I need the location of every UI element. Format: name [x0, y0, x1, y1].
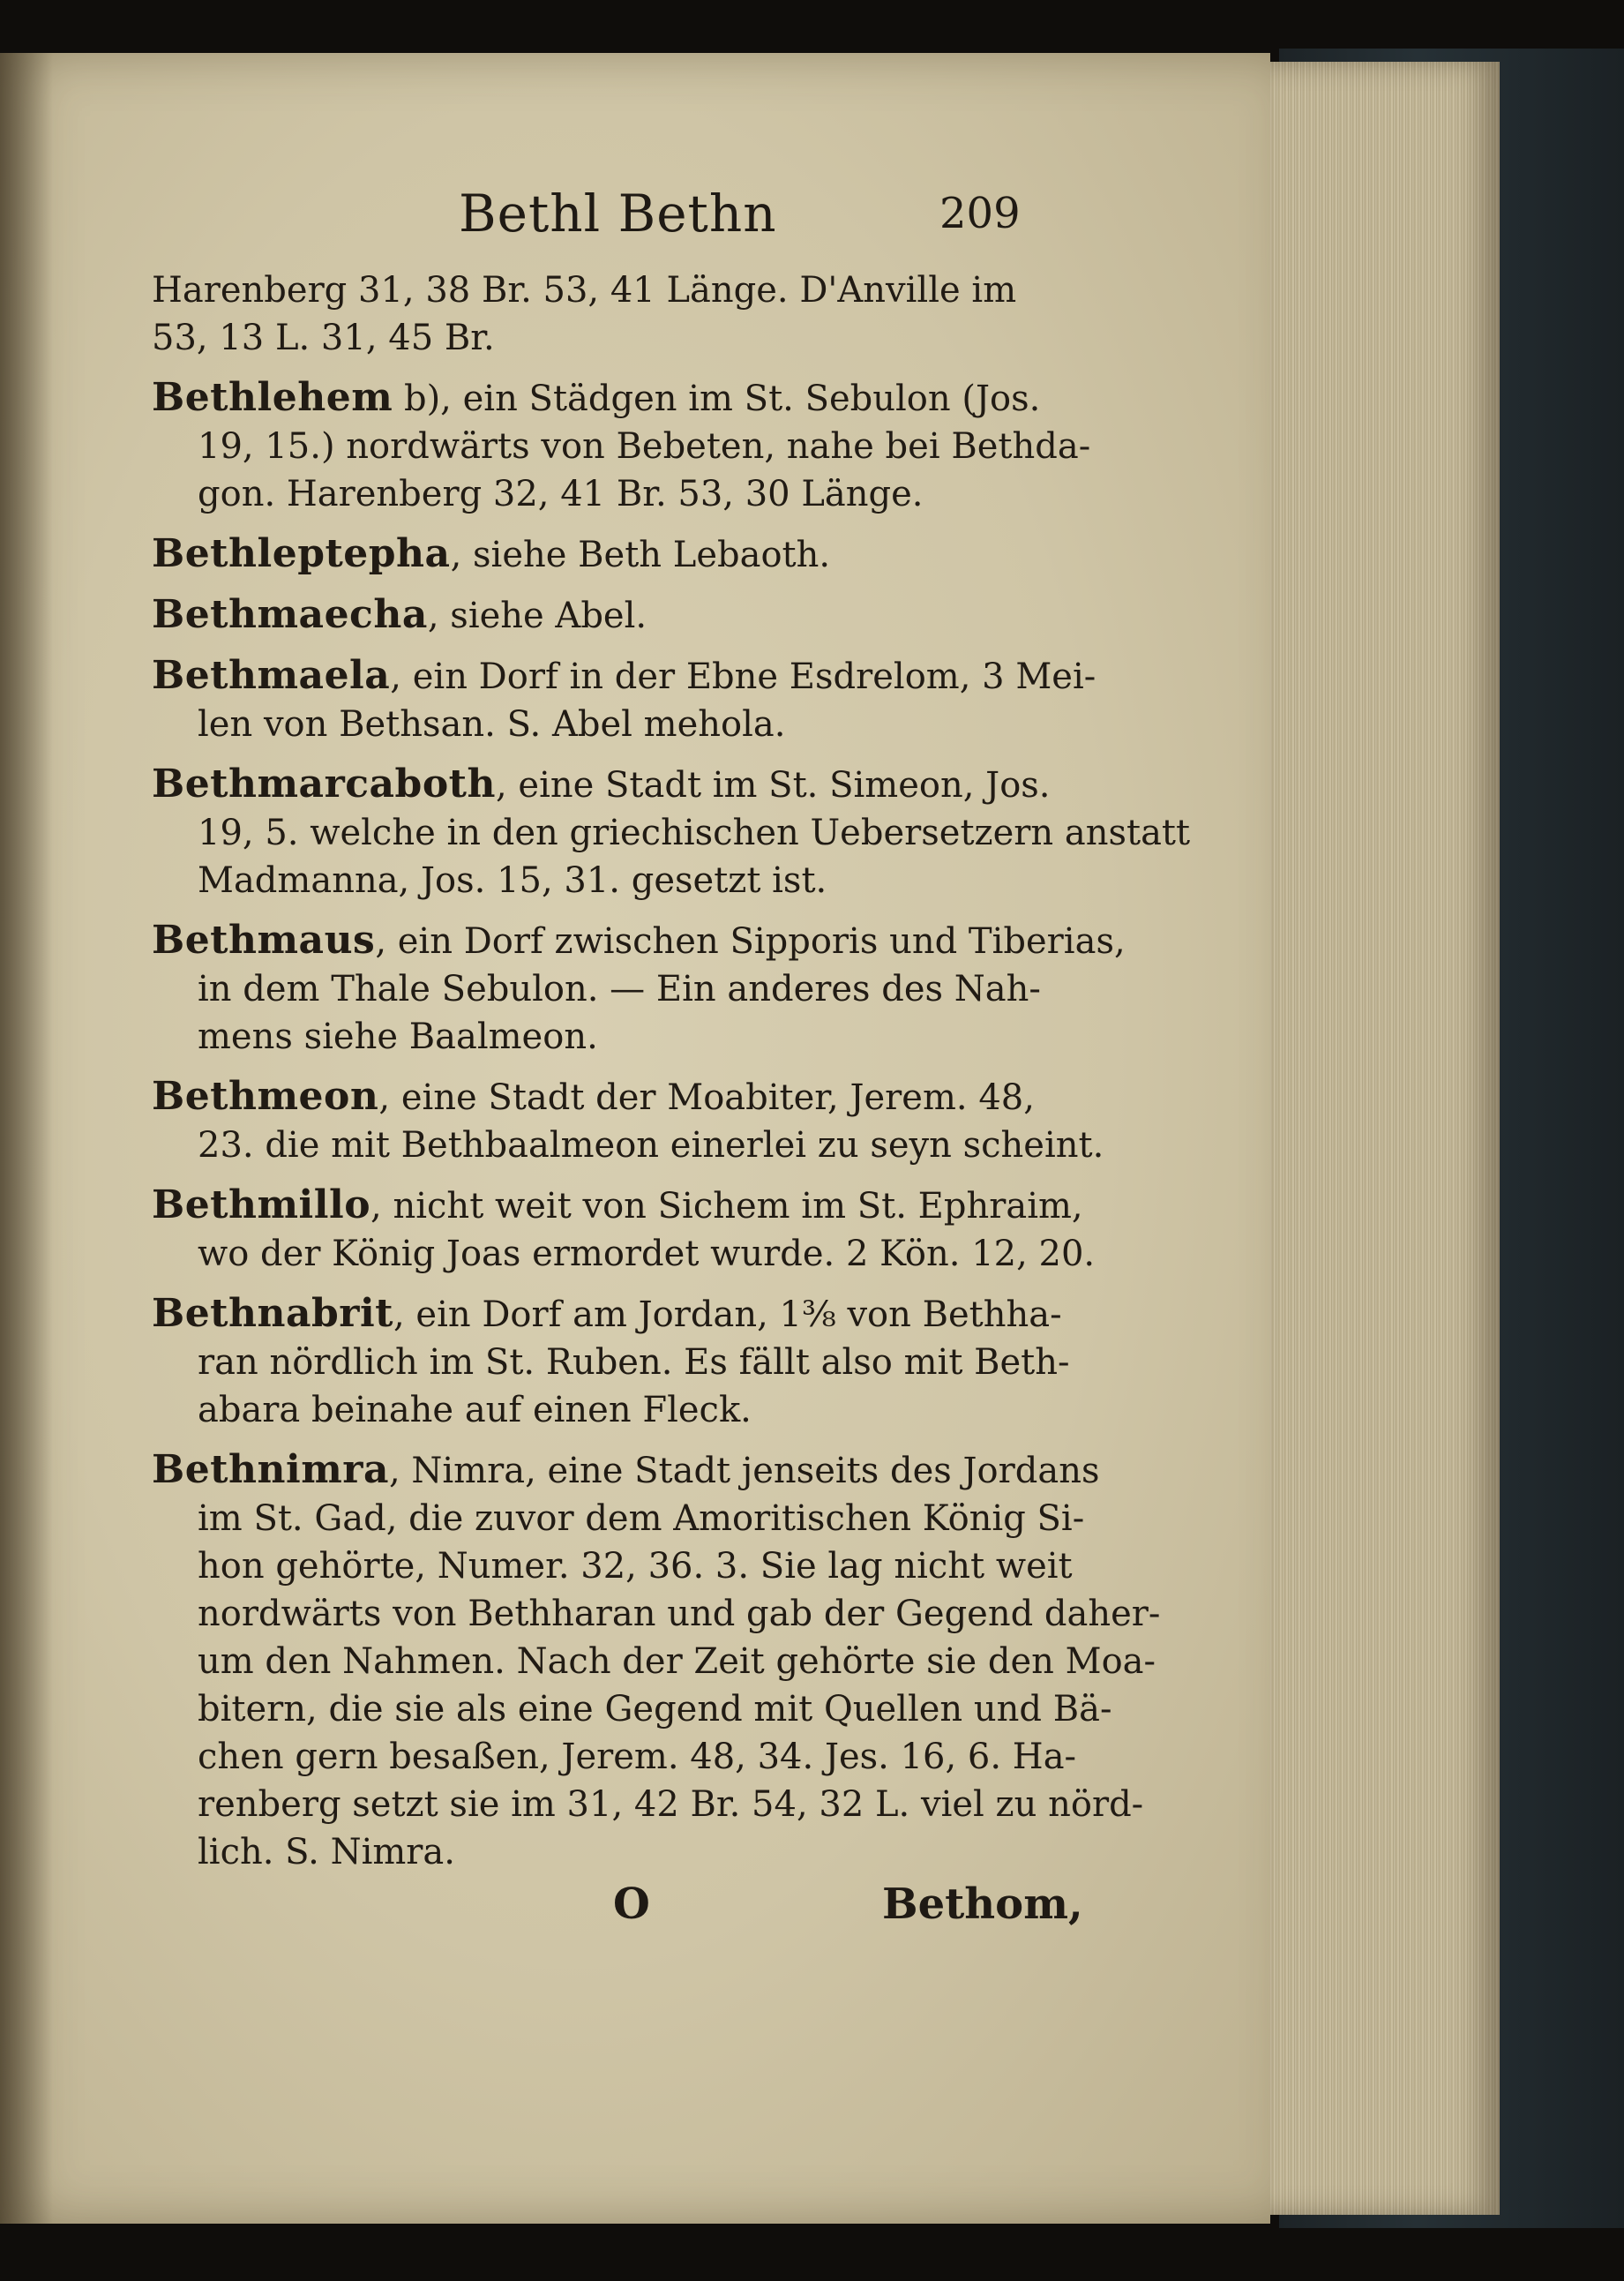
entry-line: renberg setzt sie im 31, 42 Br. 54, 32 L. viel zu nörd- [198, 1784, 1144, 1825]
page-footer [0, 1880, 1270, 1950]
entry-line: 23. die mit Bethbaalmeon einerlei zu seyn scheint. [198, 1125, 1104, 1166]
entry [152, 1182, 1096, 1278]
entry-first-line [152, 1073, 1076, 1122]
entry-line: gon. Harenberg 32, 41 Br. 53, 30 Länge. [198, 474, 924, 514]
entry-line: chen gern besaßen, Jerem. 48, 34. Jes. 16, 6. Ha- [198, 1737, 1077, 1777]
entry-line: len von Bethsan. S. Abel mehola. [198, 704, 786, 745]
entry-line-text: b), ein Städgen im St. Sebulon (Jos. [393, 379, 1041, 419]
page-body [152, 266, 1191, 1888]
entry-headword: Bethnabrit [152, 1291, 393, 1336]
entry [152, 374, 1091, 518]
entry-first-line [152, 1446, 1100, 1495]
entry-line: in dem Thale Sebulon. — Ein anderes des Nah- [198, 969, 1041, 1009]
entry [152, 1073, 1104, 1169]
entry-first-line [152, 652, 1096, 701]
entry [152, 652, 1096, 748]
entry [152, 917, 1126, 1061]
entry-line-text: , eine Stadt der Moabiter, Jerem. 48, [378, 1077, 1035, 1118]
entry-first-line [152, 374, 1076, 423]
entry-line: bitern, die sie als eine Gegend mit Quellen und Bä- [198, 1689, 1112, 1730]
entry-line-text: , ein Dorf am Jordan, 1⅜ von Bethha- [393, 1294, 1062, 1335]
entry-headword: Bethnimra [152, 1447, 389, 1492]
entry-line-text: , siehe Beth Lebaoth. [450, 535, 831, 575]
entry-headword: Bethmaus [152, 918, 376, 963]
entry-headword: Bethmaela [152, 653, 391, 698]
entry [152, 761, 1191, 904]
entry-line: im St. Gad, die zuvor dem Amoritischen König Si- [198, 1498, 1085, 1539]
running-title: Bethl Bethn [459, 184, 777, 244]
signature-mark: O [613, 1880, 650, 1929]
entry-headword: Bethmarcaboth [152, 762, 496, 807]
entry [152, 1446, 1161, 1876]
entry-headword: Bethleptepha [152, 531, 451, 576]
entry-line: abara beinahe auf einen Fleck. [198, 1390, 752, 1430]
entry-first-line [152, 761, 1076, 809]
catchword: Bethom, [882, 1880, 1083, 1929]
entry-line: um den Nahmen. Nach der Zeit gehörte sie den Moa- [198, 1641, 1156, 1682]
entry-line: 19, 15.) nordwärts von Bebeten, nahe bei Bethda- [198, 426, 1091, 467]
entry-line: lich. S. Nimra. [198, 1832, 455, 1872]
entry-headword: Bethmillo [152, 1182, 371, 1227]
entry-line-text: , ein Dorf zwischen Sipporis und Tiberias, [375, 921, 1126, 962]
entry-line: wo der König Joas ermordet wurde. 2 Kön. 12, 20. [198, 1234, 1096, 1274]
entry-line-text: , nicht weit von Sichem im St. Ephraim, [370, 1186, 1083, 1227]
entry-line: 53, 13 L. 31, 45 Br. [152, 318, 495, 358]
entry-line: nordwärts von Bethharan und gab der Gegend daher- [198, 1594, 1161, 1634]
entry-first-line [152, 530, 1076, 579]
entry [152, 591, 1076, 640]
entry-headword: Bethlehem [152, 375, 393, 420]
entry-first-line [152, 591, 1076, 640]
entry-line-text: , siehe Abel. [427, 596, 647, 636]
entry [152, 530, 1076, 579]
page-header [0, 184, 1270, 245]
entry-line-text: , Nimra, eine Stadt jenseits des Jordans [388, 1451, 1100, 1491]
entry-headword: Bethmaecha [152, 592, 428, 637]
page-edges [1270, 62, 1500, 2215]
entry [152, 266, 1076, 362]
entry-first-line [152, 1290, 1076, 1339]
entry-line-text: , eine Stadt im St. Simeon, Jos. [495, 765, 1051, 806]
entry [152, 1290, 1076, 1434]
entry-line: mens siehe Baalmeon. [198, 1017, 598, 1057]
entry-line-text: , ein Dorf in der Ebne Esdrelom, 3 Mei- [390, 657, 1096, 697]
entry-line: 19, 5. welche in den griechischen Uebersetzern anstatt [198, 813, 1191, 853]
page-number: 209 [939, 189, 1021, 238]
entry-line: Madmanna, Jos. 15, 31. gesetzt ist. [198, 860, 827, 901]
entry-line: ran nördlich im St. Ruben. Es fällt also mit Beth- [198, 1342, 1070, 1383]
entry-line: hon gehörte, Numer. 32, 36. 3. Sie lag nicht weit [198, 1546, 1073, 1587]
entry-headword: Bethmeon [152, 1074, 379, 1119]
entry-line: Harenberg 31, 38 Br. 53, 41 Länge. D'Anville im [152, 270, 1017, 311]
entry-first-line [152, 917, 1126, 965]
entry-first-line [152, 1182, 1083, 1230]
